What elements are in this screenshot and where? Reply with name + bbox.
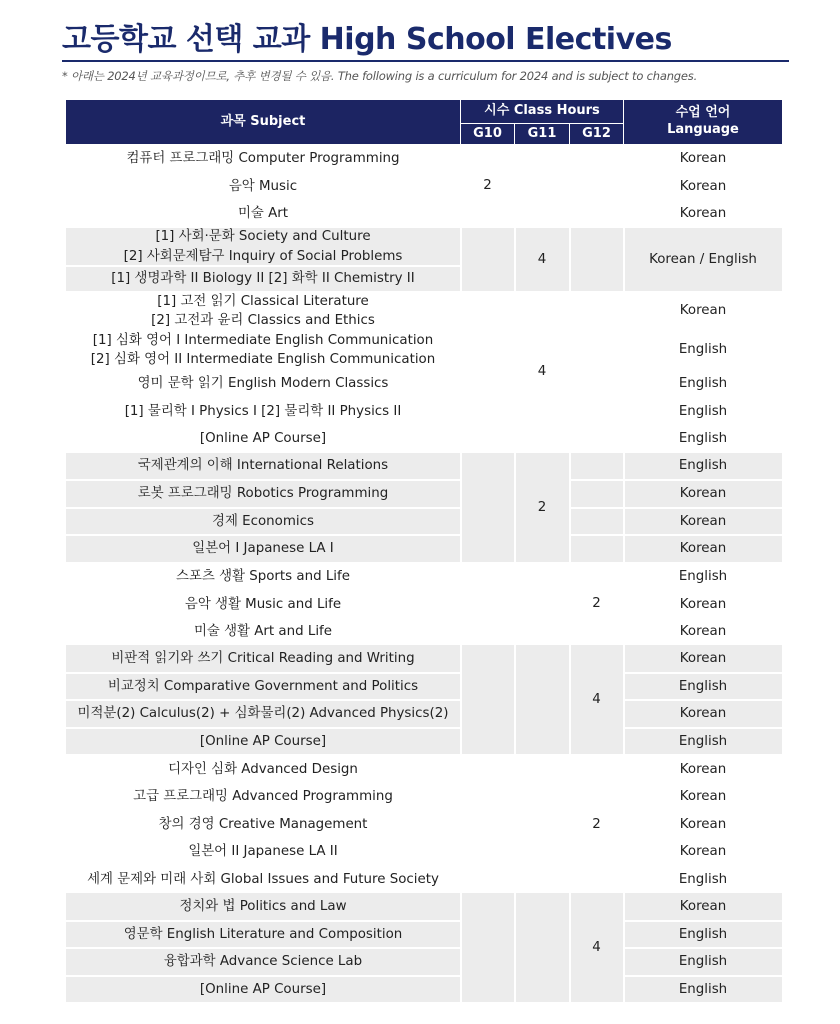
language-cell: English: [678, 733, 728, 749]
hours-g12: 2: [592, 596, 601, 612]
hours-g10: 2: [483, 178, 492, 194]
subject-cell: 미술 생활 Art and Life: [193, 623, 332, 639]
subject-cell: 영미 문학 읽기 English Modern Classics: [137, 375, 389, 391]
language-cell: English: [678, 568, 728, 584]
language-cell: English: [678, 954, 728, 970]
subject-cell: 세계 문제와 미래 사회 Global Issues and Future Society: [87, 871, 439, 887]
subject-cell: [Online AP Course]: [199, 981, 327, 997]
page-title: 고등학교 선택 교과 High School Electives: [62, 22, 672, 57]
header-language: [624, 100, 782, 144]
header-g11: G11: [515, 124, 569, 144]
grid-line: [569, 228, 571, 291]
grid-line: [460, 645, 462, 754]
language-cell: Korean: [679, 303, 727, 319]
subject-cell: 영문학 English Literature and Composition: [123, 926, 403, 942]
grid-line: [460, 453, 462, 562]
subject-cell: [Online AP Course]: [199, 733, 327, 749]
curriculum-note: * 아래는 2024년 교육과정이므로, 추후 변경될 수 있음. The following is a curriculum for 2024 and is subject to changes.: [62, 69, 698, 83]
subject-cell: [1] 물리학 I Physics I [2] 물리학 II Physics II: [124, 403, 402, 419]
subject-cell: 미적분(2) Calculus(2) + 심화물리(2) Advanced Physics(2): [77, 706, 449, 722]
subject-cell: 비교정치 Comparative Government and Politics: [107, 678, 419, 694]
language-cell: Korean: [679, 898, 727, 914]
language-cell: Korean: [679, 486, 727, 502]
header-language-ko: 수업 언어: [675, 105, 731, 121]
language-cell: English: [678, 458, 728, 474]
subject-line: [2] 심화 영어 II Intermediate English Communication: [90, 352, 436, 367]
grid-line: [460, 228, 462, 291]
subject-cell: [1] 생명과학 II Biology II [2] 화학 II Chemistry II: [111, 271, 415, 287]
subject-cell: 로봇 프로그래밍 Robotics Programming: [137, 486, 389, 502]
subject-line: [1] 심화 영어 I Intermediate English Communication: [92, 332, 434, 348]
header-language-en: Language: [667, 122, 739, 137]
language-cell: Korean: [679, 596, 727, 612]
hours-g12: 4: [592, 691, 601, 707]
header-class-hours: 시수 Class Hours: [461, 100, 623, 123]
language-cell: Korean / English: [649, 251, 757, 267]
grid-line: [514, 893, 516, 1002]
subject-cell: 경제 Economics: [212, 513, 314, 529]
language-cell: English: [678, 926, 728, 942]
grid-line: [460, 893, 462, 1002]
grid-line: [514, 645, 516, 754]
language-cell: Korean: [679, 789, 727, 805]
language-cell: Korean: [679, 844, 727, 860]
language-cell: Korean: [679, 541, 727, 557]
hours-g11: 4: [537, 251, 547, 267]
hours-g12: 2: [592, 816, 601, 832]
hours-g11: 2: [537, 499, 547, 515]
language-cell: English: [678, 678, 728, 694]
subject-cell: 창의 경영 Creative Management: [158, 816, 368, 832]
subject-line: [1] 고전 읽기 Classical Literature: [157, 293, 369, 309]
subject-cell: 음악 Music: [228, 178, 298, 194]
subject-line: [2] 사회문제탐구 Inquiry of Social Problems: [123, 248, 403, 264]
subject-cell: 디자인 심화 Advanced Design: [168, 761, 358, 777]
subject-cell: 미술 Art: [237, 205, 289, 221]
language-cell: Korean: [679, 205, 727, 221]
language-cell: Korean: [679, 178, 727, 194]
subject-cell: 스포츠 생활 Sports and Life: [176, 568, 350, 584]
language-cell: English: [678, 430, 728, 446]
subject-cell-multiline: [66, 331, 460, 369]
language-cell: English: [678, 871, 728, 887]
language-cell: English: [678, 981, 728, 997]
subject-cell: 국제관계의 이해 International Relations: [137, 458, 389, 474]
subject-cell: 음악 생활 Music and Life: [184, 596, 342, 612]
header-subject: 과목 Subject: [66, 100, 460, 144]
header-g12: G12: [570, 124, 623, 144]
subject-line: [2] 고전과 윤리 Classics and Ethics: [151, 313, 375, 328]
language-cell: English: [678, 342, 728, 358]
language-cell: Korean: [679, 150, 727, 166]
language-cell: English: [678, 403, 728, 419]
language-cell: Korean: [679, 623, 727, 639]
hours-g12: 4: [592, 939, 601, 955]
subject-cell-multiline: [66, 292, 460, 330]
hours-g11: 4: [537, 364, 547, 380]
language-cell: Korean: [679, 650, 727, 666]
subject-cell: 컴퓨터 프로그래밍 Computer Programming: [126, 150, 400, 166]
subject-cell: 비판적 읽기와 쓰기 Critical Reading and Writing: [111, 650, 415, 666]
language-cell: English: [678, 375, 728, 391]
subject-cell: 고급 프로그래밍 Advanced Programming: [133, 789, 393, 805]
subject-cell: [Online AP Course]: [199, 430, 327, 446]
header-g10: G10: [461, 124, 514, 144]
subject-cell: 융합과학 Advance Science Lab: [163, 954, 363, 970]
subject-cell: 일본어 I Japanese LA I: [192, 541, 334, 557]
language-cell: Korean: [679, 706, 727, 722]
subject-cell: 정치와 법 Politics and Law: [179, 898, 347, 914]
subject-line: [1] 사회·문화 Society and Culture: [155, 229, 371, 245]
subject-cell-multiline: [66, 228, 460, 265]
language-cell: Korean: [679, 816, 727, 832]
language-cell: Korean: [679, 761, 727, 777]
subject-cell: 일본어 II Japanese LA II: [188, 844, 338, 860]
language-cell: Korean: [679, 513, 727, 529]
title-underline: [62, 60, 789, 62]
